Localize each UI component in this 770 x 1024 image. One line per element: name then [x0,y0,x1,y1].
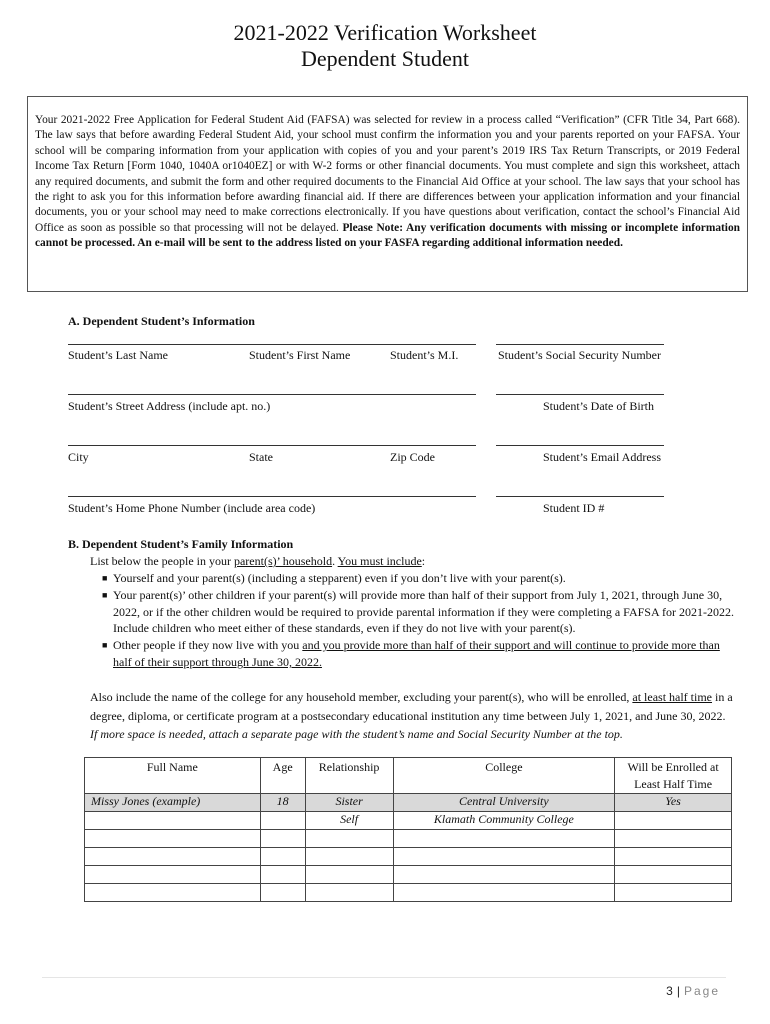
bullet-3-text-u: and you provide more than half of their support and will continue to provide more than half of their support through June 30, 2022. [113,638,720,669]
header-college: College [393,758,615,794]
list-intro-b: . [332,554,338,568]
table-row [85,884,732,902]
email-blank[interactable] [496,445,664,446]
title-line-1: 2021-2022 Verification Worksheet [233,20,537,45]
header-age: Age [260,758,305,794]
bullet-square-icon: ■ [102,589,108,600]
cell-relationship[interactable] [305,830,393,848]
label-first-name: Student’s First Name [249,348,351,362]
city-state-zip-blank[interactable] [68,445,476,446]
cell-relationship[interactable] [305,848,393,866]
header-full-name: Full Name [85,758,261,794]
label-city: City [68,450,89,464]
cell-name[interactable] [85,812,261,830]
cell-age[interactable] [260,866,305,884]
cell-name[interactable] [85,866,261,884]
list-item [100,570,740,587]
cell-college[interactable]: Klamath Community College [393,812,615,830]
footer-separator: | [676,984,680,998]
label-email: Student’s Email Address [543,450,661,464]
intro-box [27,96,748,292]
cell-name[interactable] [85,848,261,866]
footer-divider [42,977,726,978]
cell-relationship[interactable]: Self [305,812,393,830]
bullet-3-text-a: Other people if they now live with you [113,638,303,653]
section-a-title: A. Dependent Student’s Information [68,314,255,328]
cell-age[interactable] [260,812,305,830]
cell-age[interactable] [260,830,305,848]
label-ssn: Student’s Social Security Number [498,348,661,362]
list-intro-u2: You must include [337,554,422,568]
label-dob: Student’s Date of Birth [543,399,654,413]
cell-relationship[interactable]: Sister [305,794,393,812]
list-intro [90,553,425,570]
cell-relationship[interactable] [305,884,393,902]
label-student-id: Student ID # [543,501,605,515]
label-phone: Student’s Home Phone Number (include area code) [68,501,316,515]
intro-bold-note: Please Note: Any verification documents with missing or incomplete information cannot be processed. An e-mail will be sent to the address listed on your FASFA regarding additional information needed. [35,221,740,250]
table-header-row [85,758,732,794]
bullet-1-text: Yourself and your parent(s) (including a stepparent) even if you don’t live with your parent(s). [113,571,566,585]
also-text-a: Also include the name of the college for any household member, excluding your parent(s), who will be enrolled, [90,690,633,704]
label-zip: Zip Code [390,450,435,464]
cell-name[interactable] [85,830,261,848]
cell-age[interactable] [260,848,305,866]
cell-relationship[interactable] [305,866,393,884]
list-intro-a: List below the people in your [90,554,234,568]
table-row [85,812,732,830]
bullet-2-text: Your parent(s)’ other children if your parent(s) will provide more than half of their support from July 1, 2021, through June 30, 2022, or if the other children would be required to provide parental information if they were completing a FAFSA for 2021-2022. Include children who meet either of these standards, even if they do not live with your parent(s). [113,587,734,636]
cell-age[interactable] [260,884,305,902]
label-state: State [249,450,273,464]
cell-enrolled[interactable]: Yes [615,794,732,812]
cell-name[interactable]: Missy Jones (example) [85,794,261,812]
table-row [85,794,732,812]
cell-college[interactable] [393,884,615,902]
ssn-blank[interactable] [496,344,664,345]
table-row [85,848,732,866]
header-enrolled: Will be Enrolled at Least Half Time [615,758,732,794]
household-table [84,757,732,902]
page-footer [666,984,720,998]
dob-blank[interactable] [496,394,664,395]
last-first-mi-blank[interactable] [68,344,476,345]
include-list [100,570,740,671]
table-row [85,830,732,848]
list-intro-c: : [421,554,426,568]
also-text-b: in a degree, diploma, or certificate program at a postsecondary educational institution any time between July 1, 2021, and June 30, 2022. [90,690,733,723]
list-intro-u1: parent(s)’ household [233,554,333,568]
cell-enrolled[interactable] [615,830,732,848]
bullet-square-icon: ■ [102,640,108,651]
cell-age[interactable]: 18 [260,794,305,812]
address-blank[interactable] [68,394,476,395]
section-b-title: B. Dependent Student’s Family Information [68,537,294,551]
table-row [85,866,732,884]
cell-college[interactable] [393,866,615,884]
list-item [100,637,740,671]
worksheet-title [0,20,770,72]
cell-enrolled[interactable] [615,848,732,866]
bullet-square-icon: ■ [102,573,108,583]
list-item [100,587,740,637]
label-last-name: Student’s Last Name [68,348,168,362]
also-include-paragraph [90,688,735,744]
student-id-blank[interactable] [496,496,664,497]
label-address: Student’s Street Address (include apt. no.) [68,399,271,413]
label-mi: Student’s M.I. [390,348,459,362]
phone-blank[interactable] [68,496,476,497]
title-line-2: Dependent Student [300,46,470,71]
cell-enrolled[interactable] [615,866,732,884]
also-text-i: If more space is needed, attach a separate page with the student’s name and Social Security Number at the top. [90,727,623,741]
page-word: Page [683,984,720,998]
cell-name[interactable] [85,884,261,902]
intro-text: Your 2021-2022 Free Application for Federal Student Aid (FAFSA) was selected for review in a process called “Verification” (CFR Title 34, Part 668). The law says that before awarding Federal Student Aid, your school must confirm the information you and your parents reported on your FAFSA. Your school will be comparing information from your application with copies of you and your parent’s 2019 IRS Tax Return Transcripts, or 2019 Federal Income Tax Return [Form 1040, 1040A or1040EZ] or with W-2 forms or other financial documents. You must complete and sign this worksheet, attach any required documents, and submit the form and other required documents to the Financial Aid Office at your school. The law says that your school has the right to ask you for this information before awarding financial aid. If there are differences between your application information and your financial documents, you or your school may need to make corrections electronically. If you have questions about verification, contact the school’s Financial Aid Office as soon as possible so that processing will not be delayed. [35,114,740,234]
cell-college[interactable]: Central University [393,794,615,812]
cell-college[interactable] [393,830,615,848]
header-relationship: Relationship [305,758,393,794]
cell-enrolled[interactable] [615,884,732,902]
cell-college[interactable] [393,848,615,866]
also-text-u: at least half time [632,690,713,704]
page-number: 3 [666,984,673,998]
cell-enrolled[interactable] [615,812,732,830]
